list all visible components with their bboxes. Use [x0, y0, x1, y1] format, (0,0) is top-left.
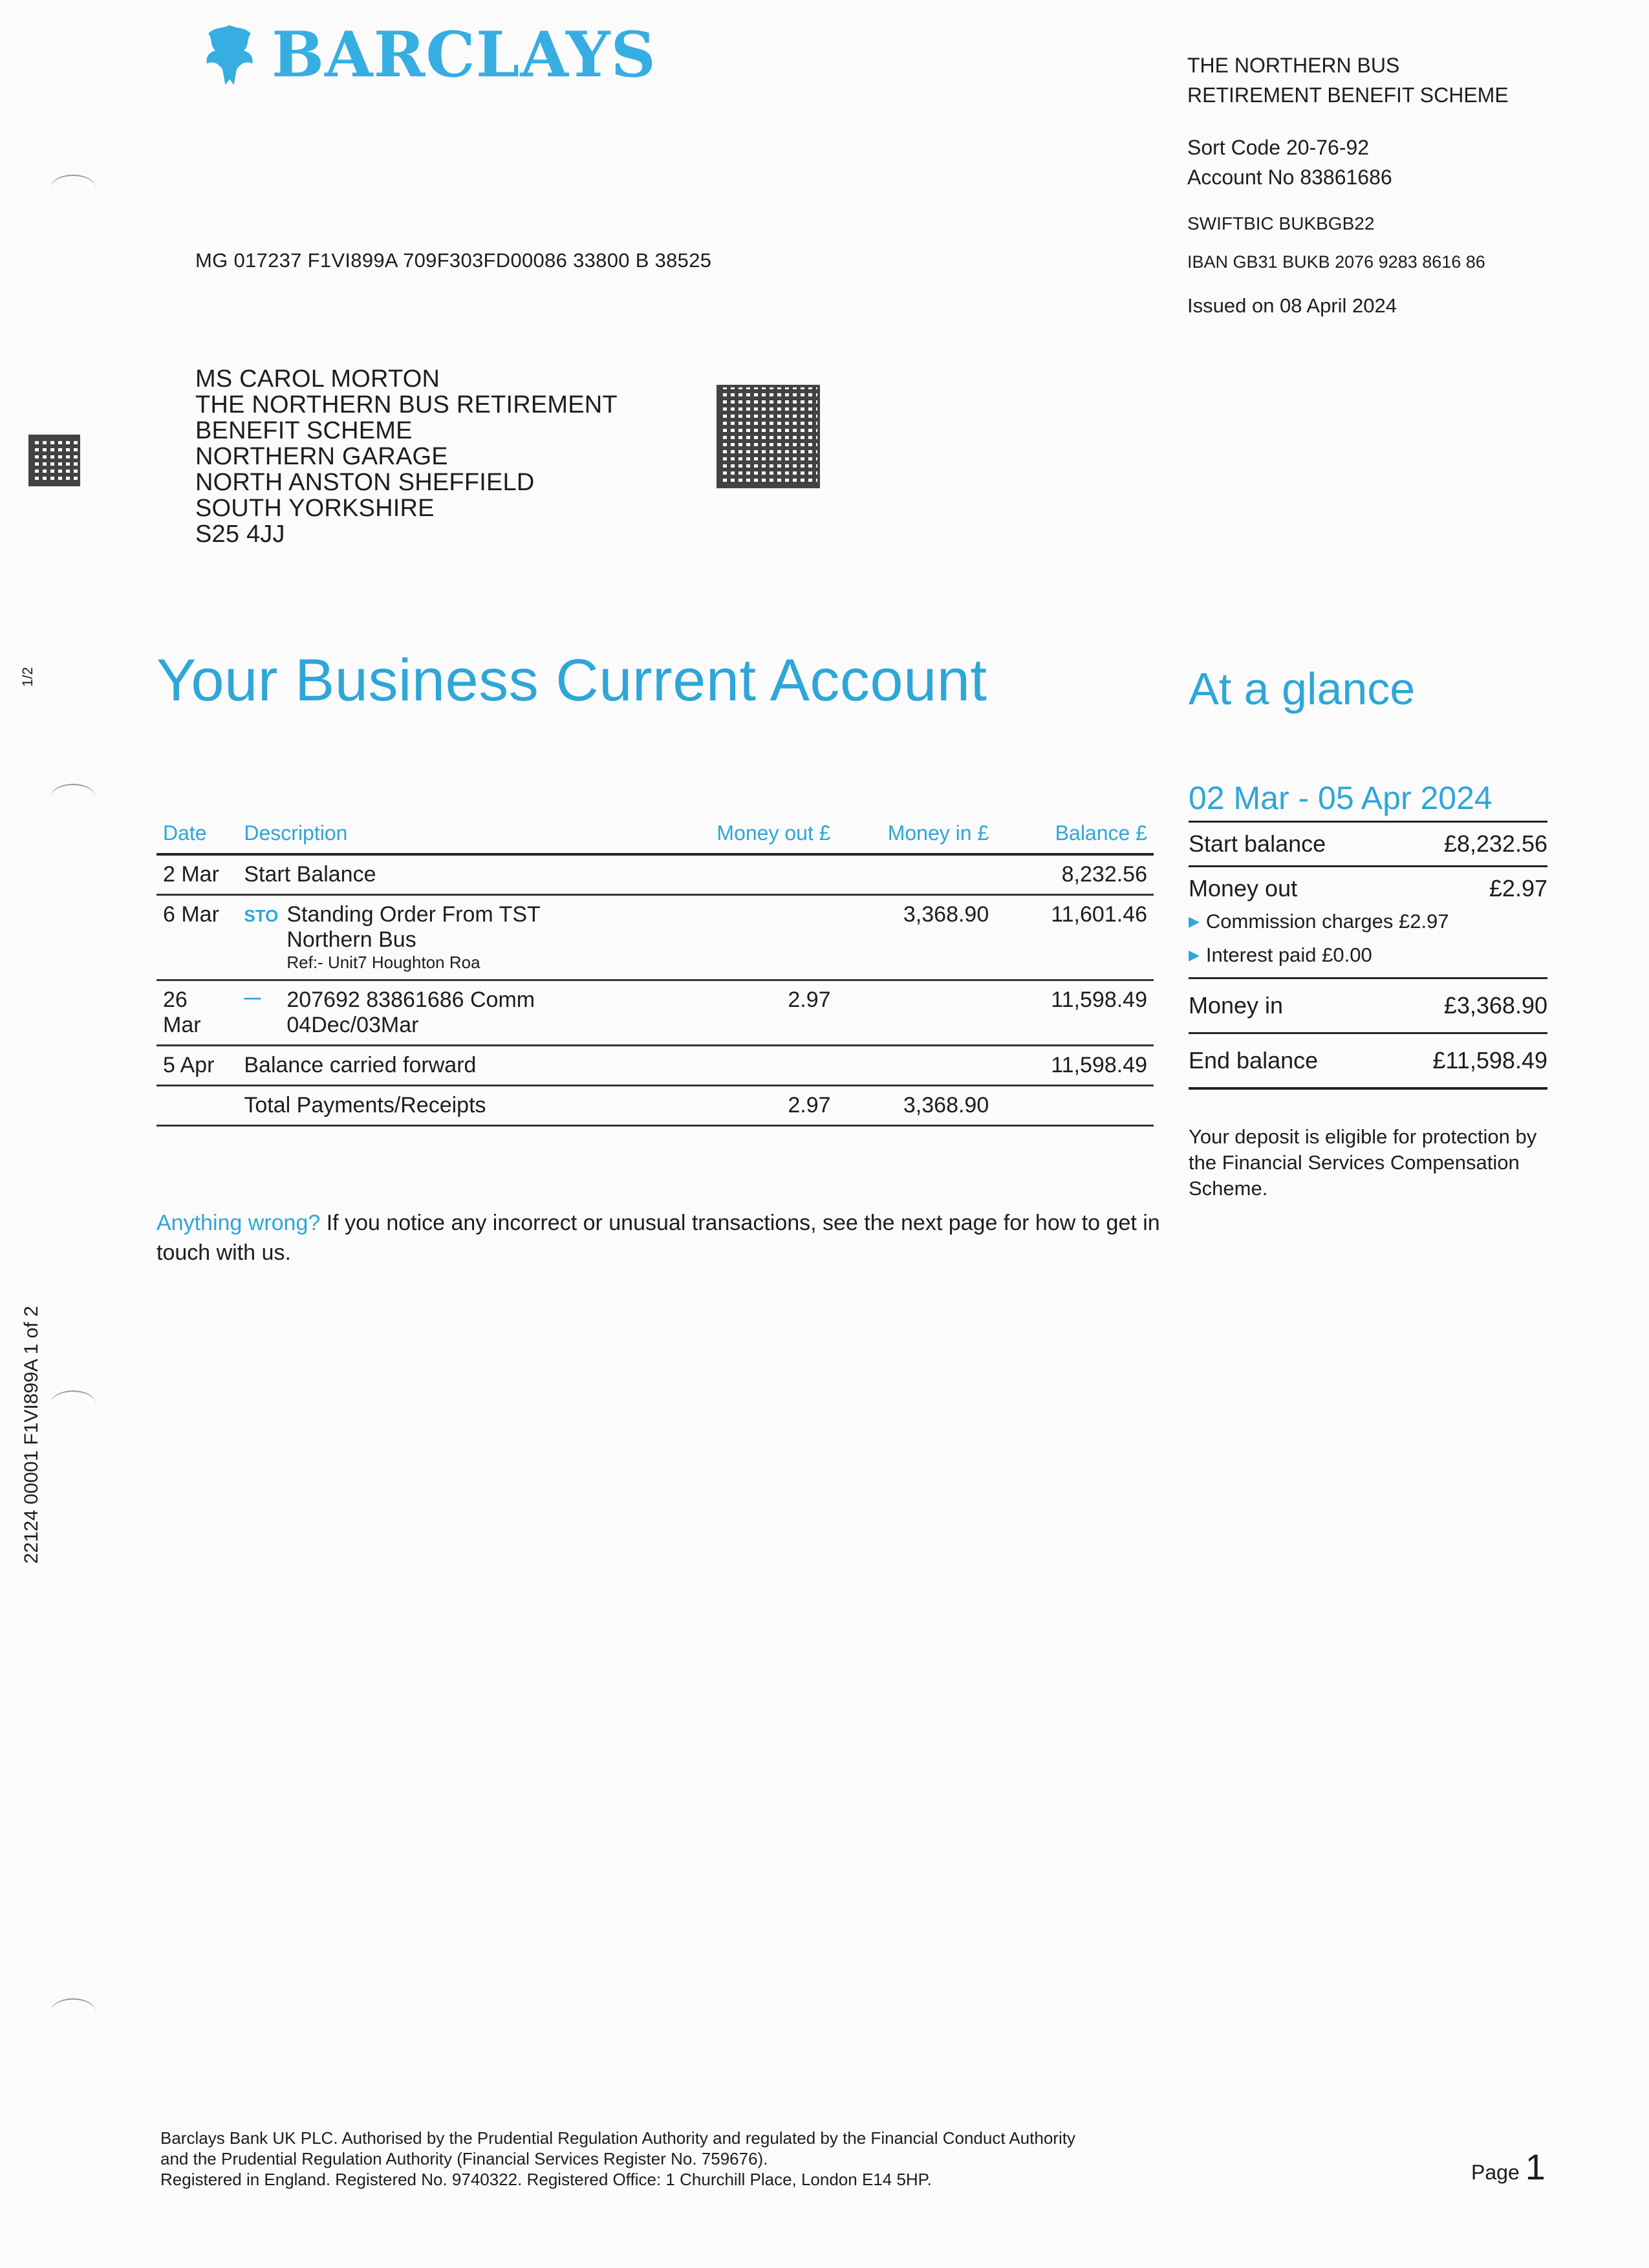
table-row	[156, 854, 1154, 895]
triangle-bullet-icon: ▶	[1189, 947, 1200, 963]
page-title: Your Business Current Account	[156, 647, 987, 713]
document-code: 22124 00001 F1VI899A 1 of 2	[21, 1306, 42, 1564]
at-a-glance-panel	[1189, 779, 1547, 1090]
row-money-in	[837, 980, 996, 1046]
row-money-in	[837, 854, 996, 895]
issued-date: Issued on 08 April 2024	[1187, 294, 1397, 317]
row-balance: 11,601.46	[995, 895, 1154, 980]
datamatrix-barcode	[717, 385, 820, 488]
anything-wrong-text: If you notice any incorrect or unusual transactions, see the next page for how to get in touch with us.	[156, 1211, 1160, 1265]
total-money-out: 2.97	[698, 1086, 837, 1126]
money-out-label: Money out	[1189, 875, 1298, 902]
table-row	[156, 1046, 1154, 1086]
row-balance: 11,598.49	[995, 1046, 1154, 1086]
bank-name: BARCLAYS	[272, 18, 656, 91]
account-info	[1187, 50, 1509, 110]
anything-wrong-message	[156, 1208, 1165, 1268]
eagle-icon	[194, 19, 265, 91]
col-money-out: Money out £	[698, 816, 837, 854]
col-balance: Balance £	[995, 816, 1154, 854]
start-balance-row	[1189, 823, 1547, 867]
punch-hole	[50, 784, 96, 811]
footer-line-3: Registered in England. Registered No. 9740322. Registered Office: 1 Churchill Place, London E14 5HP.	[160, 2170, 932, 2189]
page-marker: 1/2	[19, 667, 36, 687]
reference: Ref:- Unit7 Houghton Roa	[286, 953, 480, 972]
money-in-row	[1189, 979, 1547, 1034]
punch-hole	[50, 1390, 96, 1418]
description-line-2: 04Dec/03Mar	[286, 1013, 419, 1037]
iban: IBAN GB31 BUKB 2076 9283 8616 86	[1187, 252, 1485, 272]
address-line: SOUTH YORKSHIRE	[195, 495, 435, 522]
address-line: NORTHERN GARAGE	[195, 443, 448, 470]
page-number	[1471, 2146, 1546, 2188]
row-money-out	[698, 895, 837, 980]
address-line: THE NORTHERN BUS RETIREMENT	[195, 391, 618, 418]
table-header-row	[156, 816, 1154, 854]
col-description: Description	[237, 816, 697, 854]
money-in-label: Money in	[1189, 992, 1284, 1019]
row-date: 5 Apr	[156, 1046, 237, 1086]
org-line-1: THE NORTHERN BUS	[1187, 54, 1400, 77]
address-line: BENEFIT SCHEME	[195, 417, 413, 444]
totals-label: Total Payments/Receipts	[237, 1086, 697, 1126]
account-number: Account No 83861686	[1187, 166, 1392, 189]
statement-period: 02 Mar - 05 Apr 2024	[1189, 779, 1547, 823]
swift-code: SWIFTBIC BUKBGB22	[1187, 213, 1375, 233]
commission-text: Commission charges £2.97	[1205, 910, 1449, 933]
col-date: Date	[156, 816, 237, 854]
money-out-value: £2.97	[1489, 875, 1547, 902]
anything-wrong-label: Anything wrong?	[156, 1211, 321, 1235]
account-numbers	[1187, 133, 1392, 192]
punch-hole	[50, 175, 96, 202]
row-description: Start Balance	[237, 854, 697, 895]
barclays-logo	[194, 18, 656, 91]
row-money-in: 3,368.90	[837, 895, 996, 980]
org-line-2: RETIREMENT BENEFIT SCHEME	[1187, 83, 1509, 107]
footer-line-1: Barclays Bank UK PLC. Authorised by the Prudential Regulation Authority and regulated by the Financial Conduct Authority	[160, 2128, 1075, 2148]
interest-row	[1189, 938, 1547, 979]
row-date: 26 Mar	[156, 980, 237, 1046]
transactions-table	[156, 816, 1154, 1127]
description-line-1: Standing Order From TST	[286, 902, 541, 927]
start-balance-label: Start balance	[1189, 830, 1326, 857]
description-line-1: 207692 83861686 Comm	[286, 988, 535, 1012]
row-description	[237, 895, 697, 980]
money-in-value: £3,368.90	[1443, 992, 1547, 1019]
page-number-value: 1	[1525, 2146, 1546, 2187]
row-description: Balance carried forward	[237, 1046, 697, 1086]
end-balance-row	[1189, 1034, 1547, 1090]
glance-title: At a glance	[1189, 664, 1416, 714]
row-date: 2 Mar	[156, 854, 237, 895]
table-row	[156, 895, 1154, 980]
row-money-out: 2.97	[698, 980, 837, 1046]
sort-code: Sort Code 20-76-92	[1187, 136, 1370, 159]
small-barcode	[28, 435, 80, 486]
start-balance-value: £8,232.56	[1443, 830, 1547, 857]
table-row	[156, 980, 1154, 1046]
commission-row	[1189, 905, 1547, 938]
end-balance-label: End balance	[1189, 1047, 1319, 1074]
col-money-in: Money in £	[837, 816, 996, 854]
row-description	[237, 980, 697, 1046]
row-date: 6 Mar	[156, 895, 237, 980]
address-line: MS CAROL MORTON	[195, 365, 440, 393]
standing-order-code: STO	[244, 906, 279, 925]
row-money-out	[698, 1046, 837, 1086]
address-line: S25 4JJ	[195, 521, 285, 548]
footer-line-2: and the Prudential Regulation Authority (Financial Services Register No. 759676).	[160, 2149, 768, 2168]
recipient-address	[195, 366, 618, 547]
page-label: Page	[1471, 2161, 1520, 2184]
deposit-protection-note: Your deposit is eligible for protection by the Financial Services Compensation Scheme.	[1189, 1125, 1537, 1200]
row-money-in	[837, 1046, 996, 1086]
end-balance-value: £11,598.49	[1432, 1047, 1547, 1074]
row-money-out	[698, 854, 837, 895]
totals-row	[156, 1086, 1154, 1126]
row-balance: 11,598.49	[995, 980, 1154, 1046]
description-line-2: Northern Bus	[286, 927, 416, 952]
money-out-row	[1189, 867, 1547, 905]
debit-code: —	[244, 988, 261, 1007]
row-balance: 8,232.56	[995, 854, 1154, 895]
mail-reference: MG 017237 F1VI899A 709F303FD00086 33800 B 38525	[195, 249, 712, 272]
triangle-bullet-icon: ▶	[1189, 913, 1200, 929]
legal-footer	[160, 2128, 1195, 2190]
interest-text: Interest paid £0.00	[1205, 944, 1372, 966]
address-line: NORTH ANSTON SHEFFIELD	[195, 469, 535, 496]
total-money-in: 3,368.90	[837, 1086, 996, 1126]
punch-hole	[50, 1998, 96, 2025]
